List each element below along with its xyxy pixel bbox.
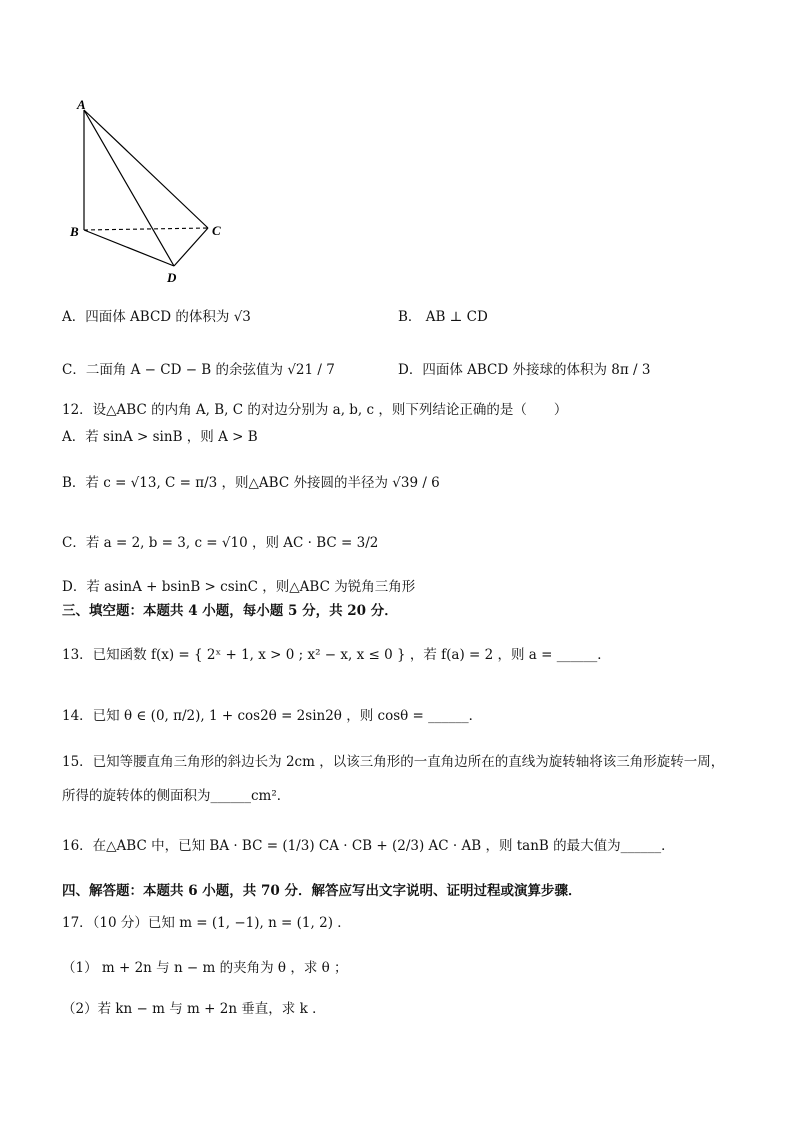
section-4-heading: 四、解答题：本题共 6 小题，共 70 分．解答应写出文字说明、证明过程或演算步骤． <box>62 883 582 899</box>
edge-bc-hidden <box>84 228 208 230</box>
q12-option-a: A．若 sinA > sinB ，则 A > B <box>62 429 258 445</box>
tetrahedron-figure <box>60 90 240 290</box>
section-3-heading: 三、填空题：本题共 4 小题，每小题 5 分，共 20 分． <box>62 603 398 619</box>
vertex-b-label: B <box>70 224 79 239</box>
edge-ad <box>84 110 174 266</box>
q17-stem: 17．（10 分）已知 m = (1, −1), n = (1, 2) ． <box>62 915 351 931</box>
q14: 14．已知 θ ∈ (0, π/2), 1 + cos2θ = 2sin2θ ，则 cosθ = ______． <box>62 708 483 724</box>
q12-stem: 12．设△ABC 的内角 A, B, C 的对边分别为 a, b, c ，则下列结论正确的是（ ） <box>62 402 568 418</box>
q12-option-c: C．若 a = 2, b = 3, c = √10 ，则 AC · BC = 3/2 <box>62 535 379 551</box>
q11-option-b: B． AB ⊥ CD <box>398 309 488 325</box>
q11-option-a: A．四面体 ABCD 的体积为 √3 <box>62 309 251 325</box>
edge-bd <box>84 230 174 266</box>
q15-line-1: 15．已知等腰直角三角形的斜边长为 2cm ，以该三角形的一直角边所在的直线为旋转轴将该三角形旋转一周， <box>62 754 725 770</box>
q16: 16．在△ABC 中，已知 BA · BC = (1/3) CA · CB + (2/3) AC · AB ，则 tanB 的最大值为______． <box>62 838 675 854</box>
vertex-c-label: C <box>212 223 221 238</box>
q17-part-1: （1） m + 2n 与 n − m 的夹角为 θ ，求 θ ； <box>62 960 348 976</box>
q17-part-2: （2）若 kn − m 与 m + 2n 垂直，求 k ． <box>62 1001 326 1017</box>
q11-option-c: C．二面角 A − CD − B 的余弦值为 √21 / 7 <box>62 362 335 378</box>
vertex-a-label: A <box>77 97 86 112</box>
q11-option-d: D．四面体 ABCD 外接球的体积为 8π / 3 <box>398 362 651 378</box>
q12-option-b: B．若 c = √13, C = π/3 ，则△ABC 外接圆的半径为 √39 / 6 <box>62 475 440 491</box>
edge-ac <box>84 110 208 228</box>
vertex-d-label: D <box>167 270 177 285</box>
q13: 13．已知函数 f(x) = { 2ˣ + 1, x > 0 ; x² − x, x ≤ 0 } ，若 f(a) = 2 ，则 a = ______． <box>62 647 611 663</box>
q15-line-2: 所得的旋转体的侧面积为______cm²． <box>62 788 291 804</box>
q12-option-d: D．若 asinA + bsinB > csinC ，则△ABC 为锐角三角形 <box>62 579 416 595</box>
edge-cd <box>174 228 208 266</box>
